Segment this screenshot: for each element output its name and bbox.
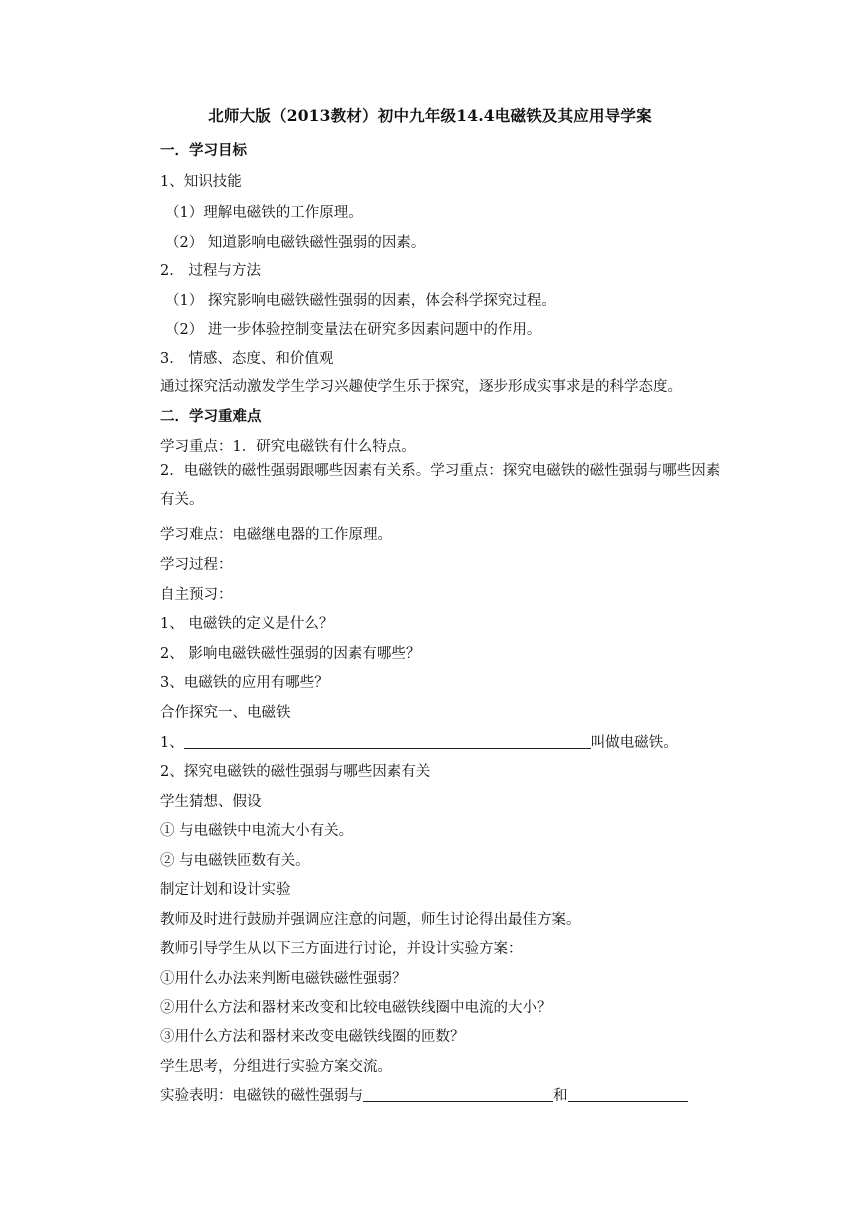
experiment-conclusion bbox=[160, 1084, 688, 1105]
preview-heading: 自主预习： bbox=[160, 587, 233, 603]
answer-blank[interactable] bbox=[363, 1087, 553, 1102]
objective-attitude-heading: 3． 情感、态度、和价值观 bbox=[160, 351, 334, 367]
section-heading-key-points: 二．学习重难点 bbox=[160, 408, 262, 425]
objective-process-heading: 2． 过程与方法 bbox=[160, 263, 261, 279]
answer-blank[interactable] bbox=[568, 1087, 688, 1102]
inquiry-heading: 合作探究一、电磁铁 bbox=[160, 705, 291, 721]
hypothesis-item: ① 与电磁铁中电流大小有关。 bbox=[160, 823, 354, 839]
difficulty-text: 学习难点：电磁继电器的工作原理。 bbox=[160, 527, 392, 543]
preview-question: 2、 影响电磁铁磁性强弱的因素有哪些？ bbox=[160, 646, 421, 662]
objective-item: （1）理解电磁铁的工作原理。 bbox=[165, 205, 363, 221]
objective-item: （2） 知道影响电磁铁磁性强弱的因素。 bbox=[165, 235, 426, 251]
plan-heading: 制定计划和设计实验 bbox=[160, 882, 291, 898]
key-point-paragraph: 2．电磁铁的磁性强弱跟哪些因素有关系。学习重点：探究电磁铁的磁性强弱与哪些因素有关。 bbox=[160, 463, 721, 508]
fill-in-definition bbox=[160, 731, 678, 752]
discussion-question: ①用什么办法来判断电磁铁磁性强弱？ bbox=[160, 971, 407, 987]
objective-attitude-text: 通过探究活动激发学生学习兴趣使学生乐于探究，逐步形成实事求是的科学态度。 bbox=[160, 379, 682, 395]
fill-in-prefix: 1、 bbox=[160, 735, 184, 751]
answer-blank[interactable] bbox=[184, 734, 591, 749]
plan-text: 学生思考，分组进行实验方案交流。 bbox=[160, 1059, 392, 1075]
inquiry-item: 2、探究电磁铁的磁性强弱与哪些因素有关 bbox=[160, 764, 431, 780]
preview-question: 1、 电磁铁的定义是什么？ bbox=[160, 616, 334, 632]
preview-question: 3、电磁铁的应用有哪些？ bbox=[160, 675, 329, 691]
hypothesis-item: ② 与电磁铁匝数有关。 bbox=[160, 853, 310, 869]
plan-text: 教师引导学生从以下三方面进行讨论，并设计实验方案： bbox=[160, 941, 523, 957]
document-title: 北师大版（2013教材）初中九年级14.4电磁铁及其应用导学案 bbox=[208, 106, 652, 125]
plan-text: 教师及时进行鼓励并强调应注意的问题，师生讨论得出最佳方案。 bbox=[160, 912, 581, 928]
process-heading: 学习过程： bbox=[160, 557, 233, 573]
section-heading-objectives: 一．学习目标 bbox=[160, 142, 247, 159]
fill-in-suffix: 叫做电磁铁。 bbox=[590, 735, 678, 751]
discussion-question: ③用什么方法和器材来改变电磁铁线圈的匝数？ bbox=[160, 1029, 465, 1045]
objective-item: （2） 进一步体验控制变量法在研究多因素问题中的作用。 bbox=[165, 322, 542, 338]
hypothesis-heading: 学生猜想、假设 bbox=[160, 794, 262, 810]
conclusion-connector: 和 bbox=[553, 1088, 568, 1104]
objective-knowledge-heading: 1、知识技能 bbox=[160, 174, 242, 190]
conclusion-prefix: 实验表明：电磁铁的磁性强弱与 bbox=[160, 1088, 363, 1104]
key-point-text: 学习重点：1．研究电磁铁有什么特点。 bbox=[160, 439, 416, 455]
discussion-question: ②用什么方法和器材来改变和比较电磁铁线圈中电流的大小？ bbox=[160, 1000, 552, 1016]
objective-item: （1） 探究影响电磁铁磁性强弱的因素，体会科学探究过程。 bbox=[165, 293, 556, 309]
